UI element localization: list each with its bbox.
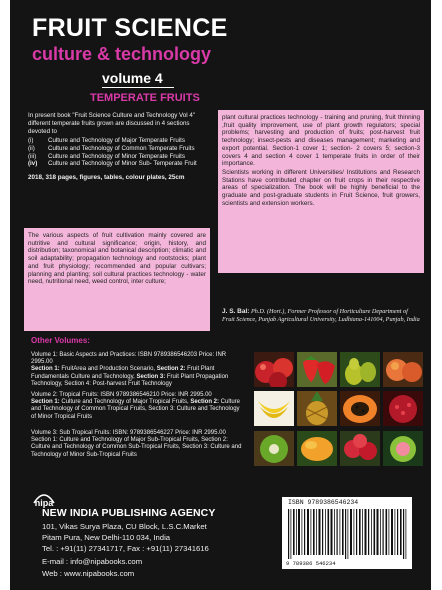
mango-photo (297, 431, 337, 466)
intro-block (28, 112, 208, 182)
section-text: Culture and Technology of Common Temperate Fruits (48, 144, 195, 152)
description-panel-right (218, 110, 424, 273)
volume-line: Volume 3: Sub Tropical Fruits: ISBN: 9789386546227 Price: INR 2995.00 (31, 430, 226, 436)
bananas-photo (254, 391, 294, 426)
publisher-website: Web : www.nipabooks.com (42, 569, 135, 578)
section-desc: Culture and Technology of Major Tropical Fruits, (59, 399, 191, 406)
section-label: Section 1: (31, 366, 60, 373)
volume-topic: TEMPERATE FRUITS (90, 92, 200, 104)
kiwi-photo (254, 431, 294, 466)
other-volume-2 (31, 392, 246, 421)
book-subtitle: culture & technology (32, 44, 212, 64)
lychee-photo (340, 431, 380, 466)
section-desc: Fruit Plant Fundamentals Culture and Technology, (31, 366, 215, 380)
section-number: (i) (28, 136, 34, 144)
logo-text: nipa (34, 498, 54, 508)
papaya-photo (340, 391, 380, 426)
other-volume-3 (31, 430, 246, 459)
apples-photo (254, 352, 294, 387)
section-number: (iv) (28, 160, 38, 168)
guava-photo (383, 431, 423, 466)
intro-lead: In present book "Fruit Science Culture and Technology Vol 4" different temperate fruits grown are discussed in 4 sections devoted to (28, 112, 195, 135)
other-volume-1 (31, 352, 246, 388)
publisher-name: NEW INDIA PUBLISHING AGENCY (42, 507, 216, 519)
publisher-phone: Tel. : +91(11) 27341717, Fax : +91(11) 27341616 (42, 544, 209, 553)
section-label: Section 1: (31, 399, 60, 406)
pineapple-photo (297, 391, 337, 426)
section-label: Section 3: (136, 373, 166, 380)
section-number: (ii) (28, 144, 35, 152)
other-volumes-heading: Other Volumes: (31, 336, 90, 345)
publisher-address-line1: 101, Vikas Surya Plaza, CU Block, L.S.C.Market (42, 522, 207, 531)
isbn-bottom-label: 9 789386 546234 (286, 560, 336, 567)
section-text: Culture and Technology of Minor Temperate Fruits (48, 152, 185, 160)
section-desc: Fruit Plant Propagation Technology, Section 4: Post-harvest Fruit Technology (31, 373, 229, 387)
intro-section (28, 153, 208, 161)
nipa-logo (30, 487, 58, 509)
section-desc: Culture and Technology of Common Tropical Fruits, Section 3: Culture and Technology of Minor Tropical Fruits (31, 399, 241, 420)
author-details: Ph.D. (Hort.), Former Professor of Horticulture Department of Fruit Science, Punjab Agricultural University, Ludhiana-141004, Punjab, India (222, 308, 420, 323)
book-back-cover (10, 0, 431, 590)
volume-line: Volume 2: Tropical Fruits: ISBN 9789386546210 Price: INR 2995.00 (31, 392, 212, 398)
description-paragraph: Scientists working in different Universities/ Institutions and Research Stations have contributed chapter on fruit crops in their respective areas of specialization. The book will be highly beneficial to the graduate and post-graduate students in Fruit Science, fruit growers, scientists and extension workers. (222, 168, 420, 207)
description-panel-left: The various aspects of fruit cultivation mainly covered are nutritive and cultural significance; origin, history, and distribution; taxonomical and botanical description; climatic and soil adaptability; propagation technology and rootstocks; plant and fruit physiology; recommended and popular cultivars; planning and planting; soil cultural practices technology - water need, nutritional need, weed control, inter culture; (24, 228, 210, 331)
intro-section (28, 145, 208, 153)
volume-label: volume 4 (102, 70, 163, 86)
volume-underline (102, 87, 174, 88)
author-credit (222, 308, 422, 324)
section-label: Section 2: (190, 399, 219, 406)
isbn-top-label: ISBN 9789386546234 (288, 499, 359, 506)
strawberries-photo (297, 352, 337, 387)
section-text: Culture and Technology of Major Temperate Fruits (48, 136, 185, 144)
intro-section (28, 137, 208, 145)
publisher-email: E-mail : info@nipabooks.com (42, 557, 143, 566)
section-desc: FruitArea and Production Scenario, (59, 366, 157, 373)
section-label: Section 2: (156, 366, 186, 373)
description-paragraph: plant cultural practices technology - training and pruning, fruit thinning ,fruit quality improvement, use of plant growth regulators; special problems; harvesting and production of fruits; post-harvest fruit technology; insect-pests and diseases management; marketing and export potential. Section-1 cover 1; section- 2 covers 5; section-3 covers 4 and section 4 cover 1 temperate fruits in order of their importance. (222, 114, 420, 168)
pomegranate-photo (383, 391, 423, 426)
peaches-photo (383, 352, 423, 387)
isbn-barcode (282, 497, 412, 569)
author-name: J. S. Bal: (222, 308, 250, 315)
book-specs: 2018, 318 pages, figures, tables, colour plates, 25cm (28, 174, 185, 182)
publisher-address-line2: Pitam Pura, New Delhi-110 034, India (42, 533, 171, 542)
volume-line: Volume 1: Basic Aspects and Practices: ISBN 9789386546203 Price: INR 2995.00 (31, 352, 227, 366)
book-title: FRUIT SCIENCE (32, 14, 228, 42)
section-text: Culture and Technology of Minor Sub- Temperate Fruit (48, 160, 197, 168)
section-desc: Section 1: Culture and Technology of Major Sub-Tropical Fruits, Section 2: Culture and Technology of Common Sub-Tropical Fruits, Section 3: Culture and Technology of Minor Sub-Tropical Fruits (31, 437, 242, 458)
pears-photo (340, 352, 380, 387)
section-number: (iii) (28, 152, 37, 160)
intro-section (28, 160, 208, 168)
barcode-bars (282, 497, 412, 569)
